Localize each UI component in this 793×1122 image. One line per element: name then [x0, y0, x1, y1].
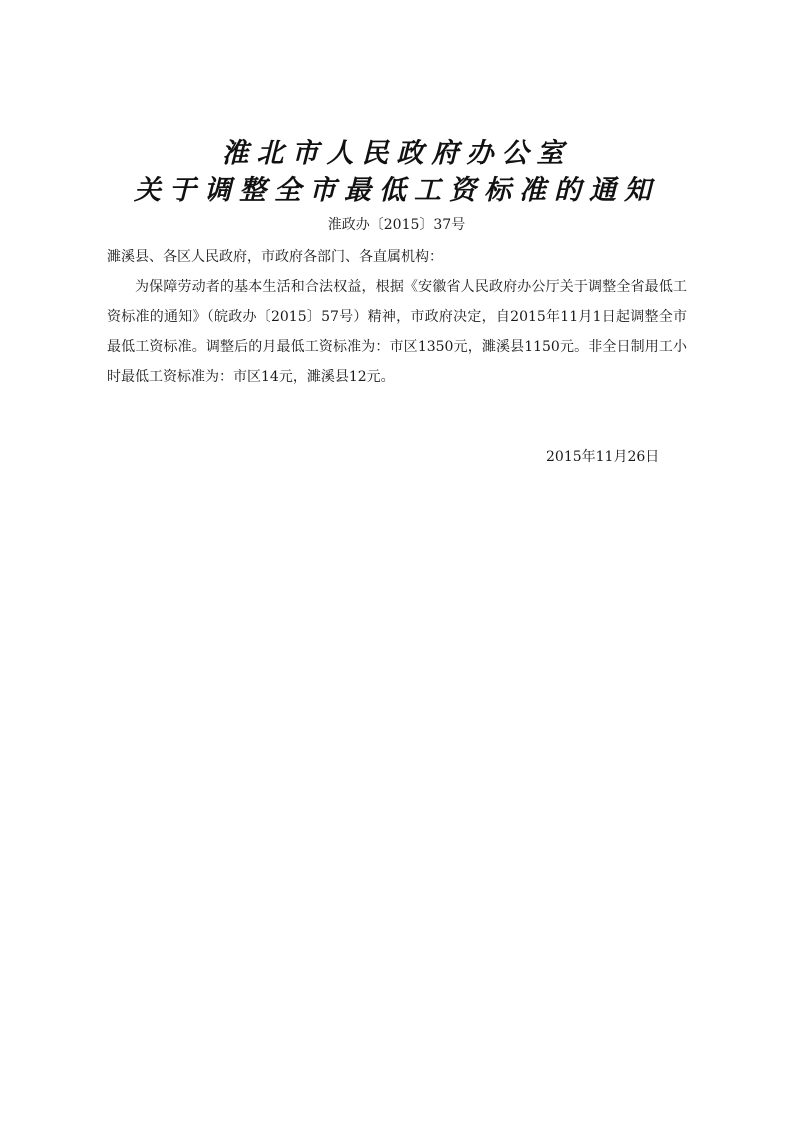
body-paragraph: 为保障劳动者的基本生活和合法权益，根据《安徽省人民政府办公厅关于调整全省最低工资标准的通知》（皖政办〔2015〕57号）精神，市政府决定，自2015年11月1日起调整全市最低工资标准。调整后的月最低工资标准为：市区1350元，濉溪县1150元。非全日制用工小时最低工资标准为：市区14元，濉溪县12元。 — [107, 279, 687, 385]
document-number: 淮政办〔2015〕37号 — [327, 217, 466, 233]
issue-date: 2015年11月26日 — [546, 449, 660, 465]
document-title-subject: 关于调整全市最低工资标准的通知 — [134, 175, 659, 206]
document-title-issuer: 淮北市人民政府办公室 — [221, 138, 572, 169]
addressee-line: 濉溪县、各区人民政府，市政府各部门、各直属机构： — [107, 249, 443, 265]
